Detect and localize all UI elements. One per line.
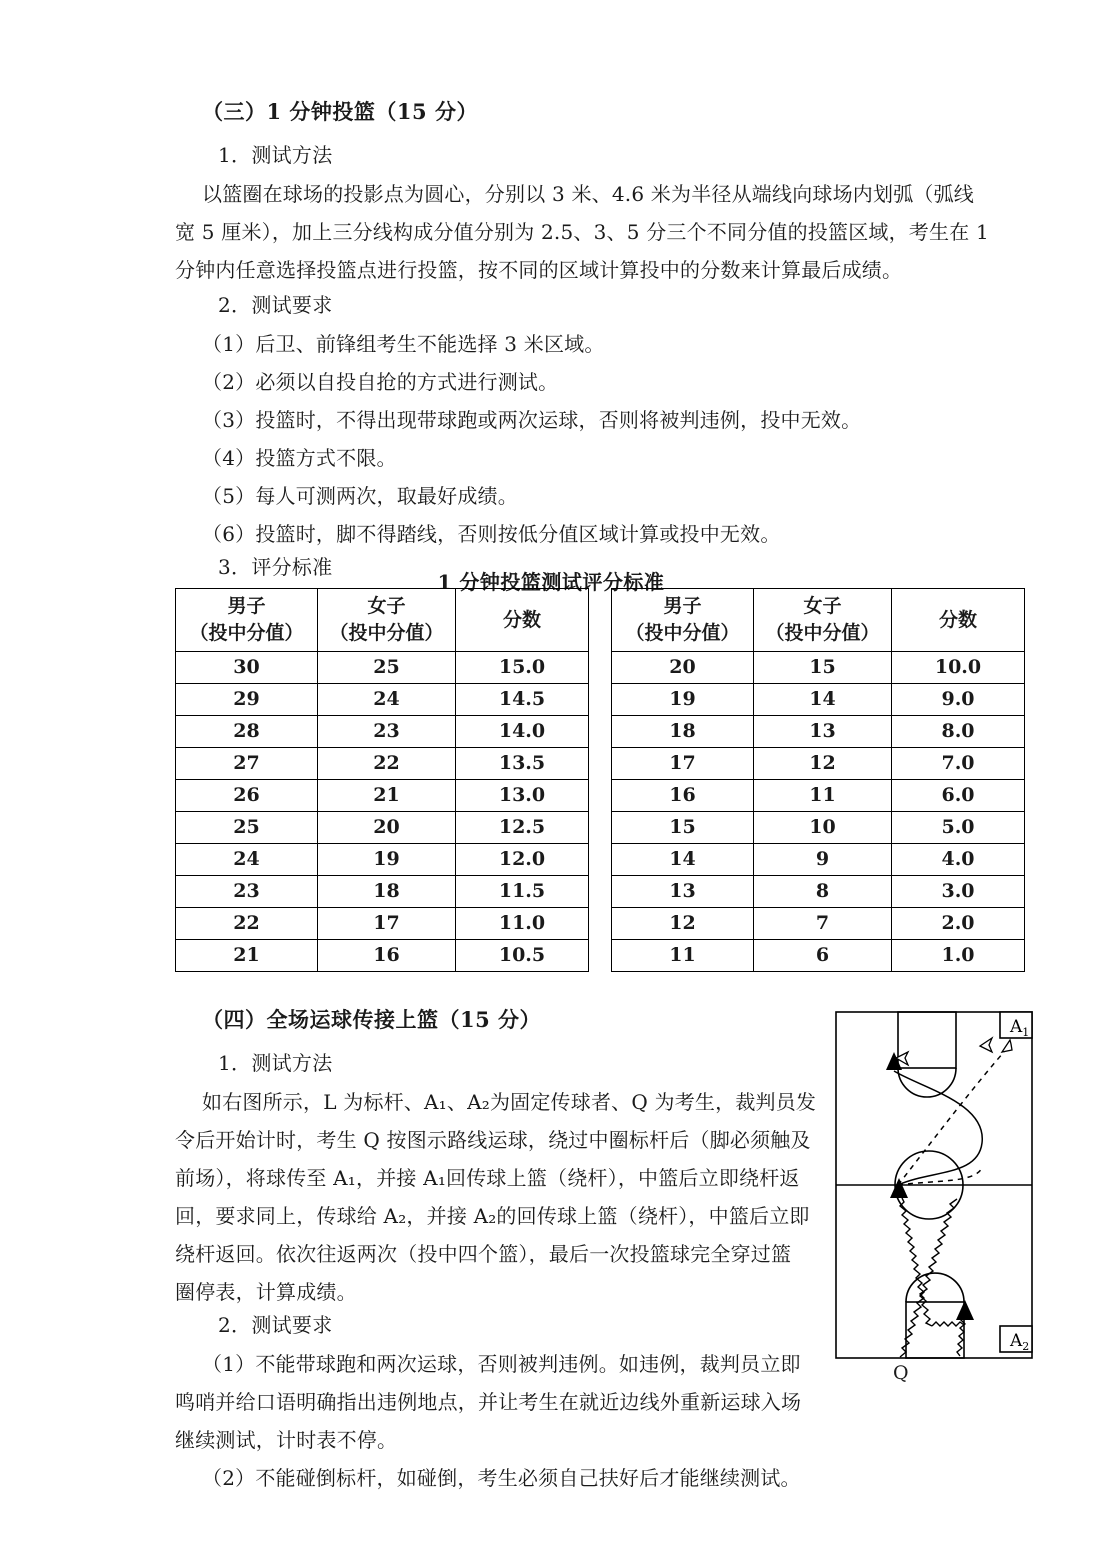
arrow-head-to-a1 xyxy=(980,1038,992,1052)
table-title: 1 分钟投篮测试评分标准 xyxy=(437,570,665,594)
table-row xyxy=(176,780,589,812)
table-row xyxy=(176,748,589,780)
pass-path-dashed xyxy=(898,1045,1010,1185)
free-throw-arc-top xyxy=(898,1068,956,1097)
label-a1-text: $A_1$ xyxy=(1010,1017,1030,1039)
table-row xyxy=(176,876,589,908)
label-box-a2 xyxy=(1000,1326,1032,1353)
label-box-a1 xyxy=(1000,1012,1032,1039)
table-cell: 9.0 xyxy=(892,684,1025,716)
table-cell: 23 xyxy=(318,716,456,748)
table-cell: 17 xyxy=(318,908,456,940)
method-line-3: 分钟内任意选择投篮点进行投篮，按不同的区域计算投中的分数来计算最后成绩。 xyxy=(175,258,903,282)
table-cell: 11 xyxy=(612,940,754,972)
table-row xyxy=(612,940,1025,972)
table-row xyxy=(612,716,1025,748)
diagram-label-q: Q xyxy=(893,1362,909,1384)
section4-method-line-1: 如右图所示，L 为标杆、A₁、A₂为固定传球者、Q 为考生，裁判员发 xyxy=(202,1090,817,1114)
table-row xyxy=(176,908,589,940)
table-cell: 8.0 xyxy=(892,716,1025,748)
table-cell: 14.5 xyxy=(456,684,589,716)
marker-triangle-top xyxy=(886,1052,902,1070)
table-cell: 12 xyxy=(612,908,754,940)
table-cell: 9 xyxy=(754,844,892,876)
table-cell: 13.0 xyxy=(456,780,589,812)
table-row xyxy=(612,908,1025,940)
section4-method-line-6: 圈停表，计算成绩。 xyxy=(175,1280,357,1304)
table-cell: 20 xyxy=(612,652,754,684)
table-body-right xyxy=(612,652,1025,972)
section-4-sub-method: 1．测试方法 xyxy=(218,1051,333,1075)
section4-req-line-1: （1）不能带球跑和两次运球，否则被判违例。如违例，裁判员立即 xyxy=(202,1352,801,1376)
header-score-left: 分数 xyxy=(456,589,589,652)
section4-req-line-3: 继续测试，计时表不停。 xyxy=(175,1428,398,1452)
header-female-line2: （投中分值） xyxy=(329,622,444,644)
section-4-heading: （四）全场运球传接上篮（15 分） xyxy=(202,1007,542,1032)
table-cell: 28 xyxy=(176,716,318,748)
court-diagram-svg xyxy=(832,1008,1040,1386)
pass-return-dashed xyxy=(898,1168,982,1185)
label-a2-text: $A_2$ xyxy=(1010,1331,1030,1353)
header-male-right xyxy=(612,589,754,652)
dribble-path-wavy-diagonal xyxy=(900,1199,957,1357)
table-cell: 24 xyxy=(176,844,318,876)
table-cell: 14 xyxy=(754,684,892,716)
table-row xyxy=(176,844,589,876)
table-cell: 12.5 xyxy=(456,812,589,844)
free-throw-arc-bottom xyxy=(906,1273,964,1302)
table-cell: 1.0 xyxy=(892,940,1025,972)
table-cell: 22 xyxy=(176,908,318,940)
table-row xyxy=(612,748,1025,780)
requirement-2: （2）必须以自投自抢的方式进行测试。 xyxy=(202,370,559,394)
table-cell: 12 xyxy=(754,748,892,780)
table-cell: 30 xyxy=(176,652,318,684)
table-cell: 16 xyxy=(318,940,456,972)
table-cell: 8 xyxy=(754,876,892,908)
header-male-line2: （投中分值） xyxy=(189,622,304,644)
table-cell: 7 xyxy=(754,908,892,940)
dribble-path-wavy-base xyxy=(932,1322,964,1326)
table-row xyxy=(176,940,589,972)
table-cell: 20 xyxy=(318,812,456,844)
header-male-line1: 男子 xyxy=(663,595,702,617)
table-cell: 10 xyxy=(754,812,892,844)
table-cell: 15 xyxy=(612,812,754,844)
table-row xyxy=(612,652,1025,684)
section-3-sub-requirements: 2．测试要求 xyxy=(218,293,333,317)
table-cell: 13 xyxy=(612,876,754,908)
marker-triangle-center xyxy=(890,1178,908,1198)
table-cell: 4.0 xyxy=(892,844,1025,876)
table-cell: 23 xyxy=(176,876,318,908)
scoring-table-right xyxy=(611,588,1025,972)
table-cell: 15 xyxy=(754,652,892,684)
arrow-head-from-a1 xyxy=(1002,1040,1012,1052)
table-row xyxy=(176,684,589,716)
header-male-line2: （投中分值） xyxy=(625,622,740,644)
key-bottom xyxy=(906,1302,964,1358)
method-line-1: 以篮圈在球场的投影点为圆心，分别以 3 米、4.6 米为半径从端线向球场内划弧（弧线 xyxy=(202,182,975,206)
table-cell: 19 xyxy=(318,844,456,876)
table-row xyxy=(176,652,589,684)
table-cell: 11.0 xyxy=(456,908,589,940)
table-cell: 21 xyxy=(176,940,318,972)
table-row xyxy=(612,876,1025,908)
method-line-2: 宽 5 厘米），加上三分线构成分值分别为 2.5、3、5 分三个不同分值的投篮区域，考生在 1 xyxy=(175,220,989,244)
table-cell: 13.5 xyxy=(456,748,589,780)
section-3-heading: （三）1 分钟投篮（15 分） xyxy=(202,99,478,124)
section4-method-line-3: 前场），将球传至 A₁，并接 A₁回传球上篮（绕杆），中篮后立即绕杆返 xyxy=(175,1166,800,1190)
table-cell: 13 xyxy=(754,716,892,748)
section4-method-line-2: 令后开始计时，考生 Q 按图示路线运球，绕过中圈标杆后（脚必须触及 xyxy=(175,1128,811,1152)
table-cell: 11.5 xyxy=(456,876,589,908)
table-cell: 6.0 xyxy=(892,780,1025,812)
header-female-line1: 女子 xyxy=(803,595,842,617)
table-cell: 6 xyxy=(754,940,892,972)
key-top xyxy=(898,1012,956,1068)
table-cell: 11 xyxy=(754,780,892,812)
requirement-4: （4）投篮方式不限。 xyxy=(202,446,397,470)
table-row xyxy=(612,780,1025,812)
court-diagram xyxy=(832,1008,1040,1390)
table-cell: 18 xyxy=(612,716,754,748)
dribble-path-upper xyxy=(894,1071,982,1185)
table-cell: 14.0 xyxy=(456,716,589,748)
table-cell: 7.0 xyxy=(892,748,1025,780)
requirement-6: （6）投篮时，脚不得踏线，否则按低分值区域计算或投中无效。 xyxy=(202,522,781,546)
table-cell: 27 xyxy=(176,748,318,780)
header-female-line2: （投中分值） xyxy=(765,622,880,644)
table-cell: 18 xyxy=(318,876,456,908)
table-cell: 21 xyxy=(318,780,456,812)
header-female-left xyxy=(318,589,456,652)
table-header-row xyxy=(612,589,1025,652)
table-cell: 24 xyxy=(318,684,456,716)
table-cell: 14 xyxy=(612,844,754,876)
table-cell: 10.5 xyxy=(456,940,589,972)
scoring-tables xyxy=(175,588,1041,972)
table-cell: 25 xyxy=(176,812,318,844)
section-3-sub-scoring: 3．评分标准 xyxy=(218,555,333,579)
table-cell: 26 xyxy=(176,780,318,812)
table-row xyxy=(176,716,589,748)
requirement-5: （5）每人可测两次，取最好成绩。 xyxy=(202,484,518,508)
table-cell: 12.0 xyxy=(456,844,589,876)
table-cell: 22 xyxy=(318,748,456,780)
marker-triangle-bottom xyxy=(956,1300,974,1320)
table-cell: 25 xyxy=(318,652,456,684)
table-row xyxy=(176,812,589,844)
table-body-left xyxy=(176,652,589,972)
table-cell: 29 xyxy=(176,684,318,716)
requirement-1: （1）后卫、前锋组考生不能选择 3 米区域。 xyxy=(202,332,605,356)
table-cell: 10.0 xyxy=(892,652,1025,684)
header-female-line1: 女子 xyxy=(367,595,406,617)
table-cell: 3.0 xyxy=(892,876,1025,908)
table-cell: 19 xyxy=(612,684,754,716)
section4-method-line-4: 回，要求同上，传球给 A₂，并接 A₂的回传球上篮（绕杆），中篮后立即 xyxy=(175,1204,810,1228)
requirement-3: （3）投篮时，不得出现带球跑或两次运球，否则将被判违例，投中无效。 xyxy=(202,408,862,432)
scoring-table-left xyxy=(175,588,589,972)
header-female-right xyxy=(754,589,892,652)
section-3-sub-method: 1．测试方法 xyxy=(218,143,333,167)
header-male-line1: 男子 xyxy=(227,595,266,617)
table-cell: 16 xyxy=(612,780,754,812)
section4-req-line-4: （2）不能碰倒标杆，如碰倒，考生必须自己扶好后才能继续测试。 xyxy=(202,1466,801,1490)
header-male-left xyxy=(176,589,318,652)
section-4-sub-requirements: 2．测试要求 xyxy=(218,1313,333,1337)
section4-req-line-2: 鸣哨并给口语明确指出违例地点，并让考生在就近边线外重新运球入场 xyxy=(175,1390,802,1414)
table-row xyxy=(612,844,1025,876)
table-cell: 17 xyxy=(612,748,754,780)
table-header-row xyxy=(176,589,589,652)
header-score-right: 分数 xyxy=(892,589,1025,652)
table-cell: 2.0 xyxy=(892,908,1025,940)
table-cell: 5.0 xyxy=(892,812,1025,844)
table-cell: 15.0 xyxy=(456,652,589,684)
table-row xyxy=(612,812,1025,844)
table-row xyxy=(612,684,1025,716)
section4-method-line-5: 绕杆返回。依次往返两次（投中四个篮），最后一次投篮球完全穿过篮 xyxy=(175,1242,792,1266)
